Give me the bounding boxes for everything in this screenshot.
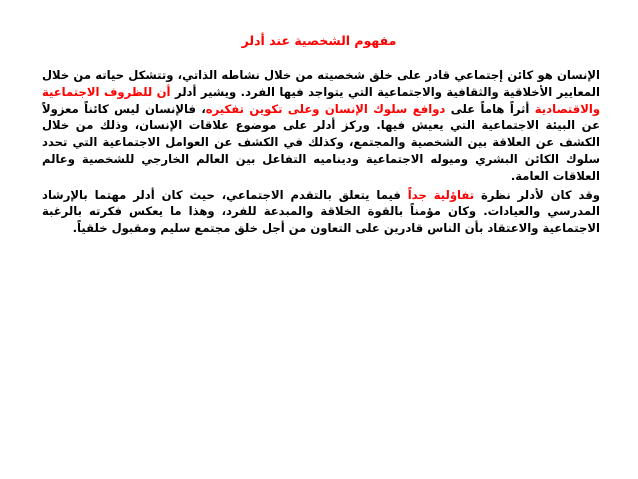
paragraph-text: ، فالإنسان ليس كائناً معزولاً عن البيئة الاجتماعية التي يعيش فيها. وركز أدلر على موضوع علاقات الإنسان، وذلك من خلال الكشف عن العلاقة بين الشخصية والمجتمع، وكذلك في الكشف عن العوامل الاجتماعية التي تحدد سلوك الكائن البشري وميوله الاجتماعية وديناميه التفاعل بين العالم الخارجي للشخصية وعالم العلاقات العامة. [42,101,600,183]
highlight-social-economic-conditions: أن للظروف الاجتماعية والاقتصادية [42,84,601,116]
highlight-optimistic: تفاؤلية جداً [407,187,475,202]
paragraph-adler-optimism [42,187,600,237]
paragraph-text: فيما يتعلق بالتقدم الاجتماعي، حيث كان أدلر مهتما بالإرشاد المدرسي والعيادات. وكان مؤمناً بالقوة الخلاقة والمبدعة للفرد، وهذا ما يعكس فكرته بالرغبة الاجتماعية والاعتقاد بأن الناس قادرين على التعاون من أجل خلق مجتمع سليم ومقبول خلقياً. [42,187,600,236]
paragraph-text: أثراً هاماً على [445,101,535,116]
paragraph-adler-social-nature [42,67,600,185]
slide-title: مفهوم الشخصية عند أدلر [241,33,397,48]
slide-body [42,67,600,237]
paragraph-text: وقد كان لأدلر نظرة [474,187,600,202]
paragraph-text: الإنسان هو كائن إجتماعي قادر على خلق شخصيته من خلال نشاطه الذاتي، وتتشكل حياته من خلال المعايير الأخلاقية والثقافية والاجتماعية التي يتواجد فيها الفرد. ويشير أدلر [42,68,601,99]
highlight-behavior-motives: دوافع سلوك الإنسان وعلى تكوين تفكيره [205,101,446,116]
